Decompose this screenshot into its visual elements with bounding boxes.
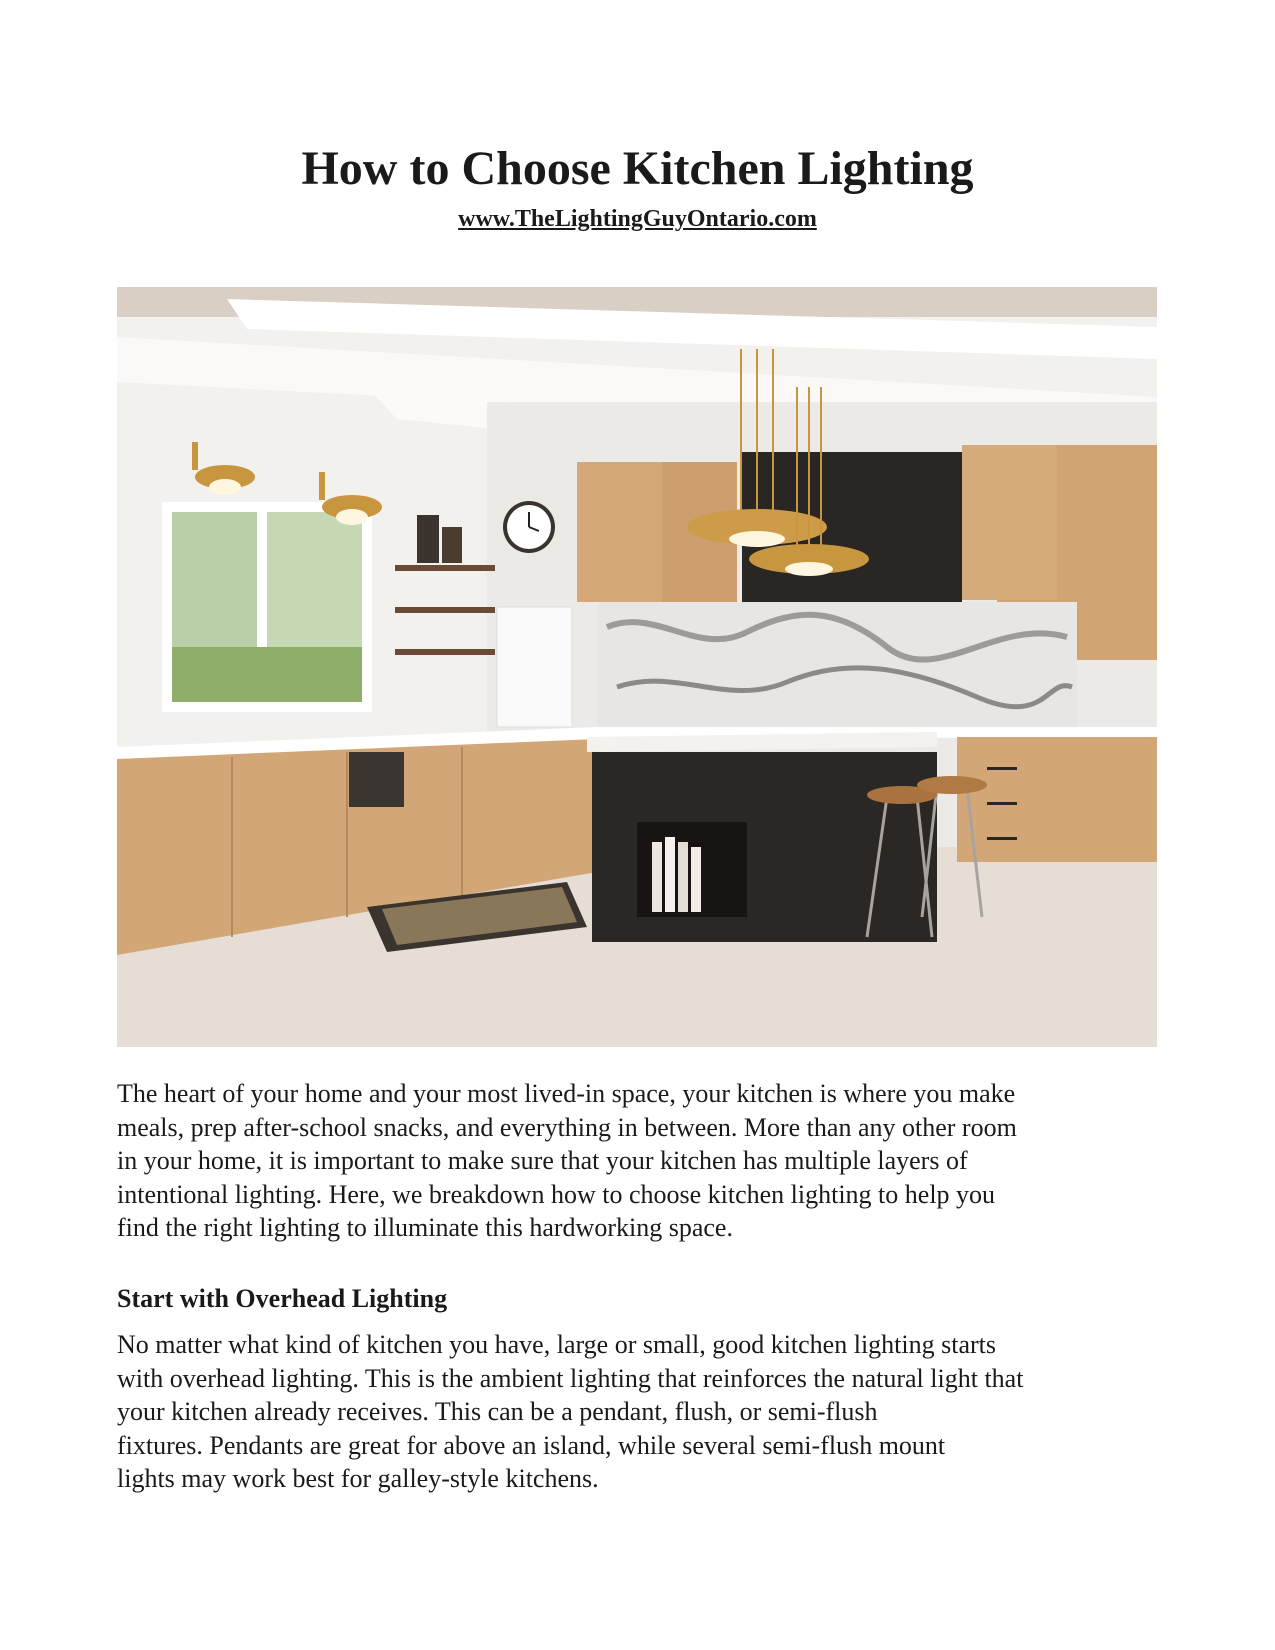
page-title: How to Choose Kitchen Lighting [301, 142, 974, 195]
website-link[interactable]: www.TheLightingGuyOntario.com [458, 206, 817, 232]
intro-line: in your home, it is important to make sure that your kitchen has multiple layers of [117, 1146, 968, 1175]
section-line: No matter what kind of kitchen you have, large or small, good kitchen lighting starts [117, 1330, 996, 1359]
kitchen-photo [117, 287, 1157, 1047]
intro-line: find the right lighting to illuminate this hardworking space. [117, 1213, 733, 1242]
section-line: lights may work best for galley-style kitchens. [117, 1464, 599, 1493]
section-line: with overhead lighting. This is the ambient lighting that reinforces the natural light that [117, 1363, 1024, 1393]
intro-line: meals, prep after-school snacks, and everything in between. More than any other room [117, 1112, 1017, 1142]
intro-line: intentional lighting. Here, we breakdown how to choose kitchen lighting to help you [117, 1179, 996, 1209]
section-paragraph [117, 1328, 1167, 1496]
intro-paragraph [117, 1077, 1167, 1245]
intro-line: The heart of your home and your most lived-in space, your kitchen is where you make [117, 1079, 1016, 1108]
section-line: your kitchen already receives. This can be a pendant, flush, or semi-flush [117, 1397, 878, 1426]
section-heading: Start with Overhead Lighting [117, 1284, 448, 1313]
website-link-wrapper [0, 204, 1275, 234]
section-line: fixtures. Pendants are great for above an island, while several semi-flush mount [117, 1430, 946, 1460]
